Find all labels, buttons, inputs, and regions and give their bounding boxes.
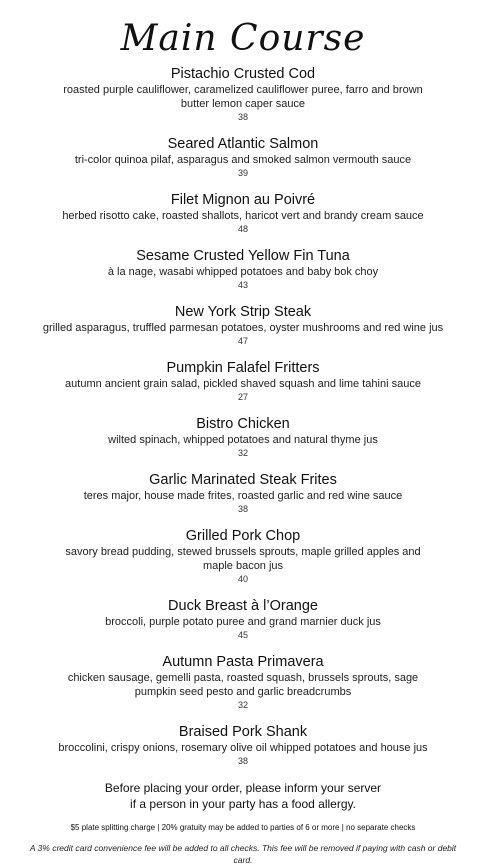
menu-item bbox=[12, 192, 474, 235]
menu-item bbox=[12, 528, 474, 585]
menu-item-name: Pistachio Crusted Cod bbox=[170, 66, 316, 82]
menu-item-name: Seared Atlantic Salmon bbox=[167, 136, 319, 152]
allergy-notice bbox=[12, 780, 474, 812]
menu-item-price: 38 bbox=[237, 112, 248, 122]
menu-item bbox=[12, 724, 474, 767]
menu-item-price: 48 bbox=[237, 224, 248, 234]
menu-item bbox=[12, 136, 474, 179]
menu-item-price: 27 bbox=[237, 392, 248, 402]
menu-item-description: wilted spinach, whipped potatoes and natural thyme jus bbox=[108, 434, 378, 446]
menu-title: Main Course bbox=[120, 18, 366, 59]
menu-item bbox=[12, 416, 474, 459]
menu-item-name: Garlic Marinated Steak Frites bbox=[149, 472, 337, 488]
menu-item-name: Sesame Crusted Yellow Fin Tuna bbox=[136, 248, 350, 264]
menu-item-name: Duck Breast à l’Orange bbox=[168, 598, 318, 614]
menu-item-name: Grilled Pork Chop bbox=[185, 528, 301, 544]
menu-item-description: teres major, house made frites, roasted garlic and red wine sauce bbox=[83, 490, 403, 502]
menu-item bbox=[12, 654, 474, 711]
menu-item-name: Bistro Chicken bbox=[196, 416, 290, 432]
menu-item-price: 43 bbox=[237, 280, 248, 290]
menu-item-name: New York Strip Steak bbox=[174, 304, 312, 320]
menu-item-description: herbed risotto cake, roasted shallots, haricot vert and brandy cream sauce bbox=[62, 210, 424, 222]
menu-item bbox=[12, 472, 474, 515]
charges-notice: $5 plate splitting charge | 20% gratuity may be added to parties of 6 or more | no separate checks bbox=[70, 823, 416, 832]
menu-item-description: savory bread pudding, stewed brussels sprouts, maple grilled apples and maple bacon jus bbox=[65, 546, 421, 572]
menu-item-description: à la nage, wasabi whipped potatoes and baby bok choy bbox=[107, 266, 379, 278]
menu-item-price: 32 bbox=[237, 448, 248, 458]
menu-item bbox=[12, 360, 474, 403]
credit-card-fee-notice: A 3% credit card convenience fee will be added to all checks. This fee will be removed if paying with cash or debit card. bbox=[29, 843, 457, 865]
menu-item-price: 45 bbox=[237, 630, 248, 640]
menu-item-name: Braised Pork Shank bbox=[178, 724, 308, 740]
menu-item bbox=[12, 66, 474, 123]
allergy-notice-line-1: Before placing your order, please inform your server bbox=[104, 781, 382, 795]
allergy-notice-line-2: if a person in your party has a food allergy. bbox=[130, 797, 356, 811]
menu-item bbox=[12, 304, 474, 347]
menu-item-description: chicken sausage, gemelli pasta, roasted squash, brussels sprouts, sage pumpkin seed pesto and garlic breadcrumbs bbox=[67, 672, 419, 698]
menu-item-price: 38 bbox=[237, 756, 248, 766]
menu-item-description: autumn ancient grain salad, pickled shaved squash and lime tahini sauce bbox=[65, 378, 421, 390]
menu-item-description: roasted purple cauliflower, caramelized cauliflower puree, farro and brown butter lemon caper sauce bbox=[63, 84, 423, 110]
menu-item-name: Filet Mignon au Poivré bbox=[170, 192, 316, 208]
menu-item-price: 32 bbox=[237, 700, 248, 710]
menu-item-price: 47 bbox=[237, 336, 248, 346]
menu-item-name: Pumpkin Falafel Fritters bbox=[166, 360, 320, 376]
menu-item-price: 40 bbox=[237, 574, 248, 584]
menu-item-name: Autumn Pasta Primavera bbox=[162, 654, 324, 670]
menu-item-description: grilled asparagus, truffled parmesan potatoes, oyster mushrooms and red wine jus bbox=[42, 322, 444, 334]
menu-item-price: 38 bbox=[237, 504, 248, 514]
menu-item-description: broccolini, crispy onions, rosemary olive oil whipped potatoes and house jus bbox=[58, 742, 428, 754]
menu-item-description: tri-color quinoa pilaf, asparagus and smoked salmon vermouth sauce bbox=[74, 154, 412, 166]
menu-item bbox=[12, 248, 474, 291]
menu-item bbox=[12, 598, 474, 641]
menu-item-price: 39 bbox=[237, 168, 248, 178]
menu-item-description: broccoli, purple potato puree and grand marnier duck jus bbox=[105, 616, 381, 628]
